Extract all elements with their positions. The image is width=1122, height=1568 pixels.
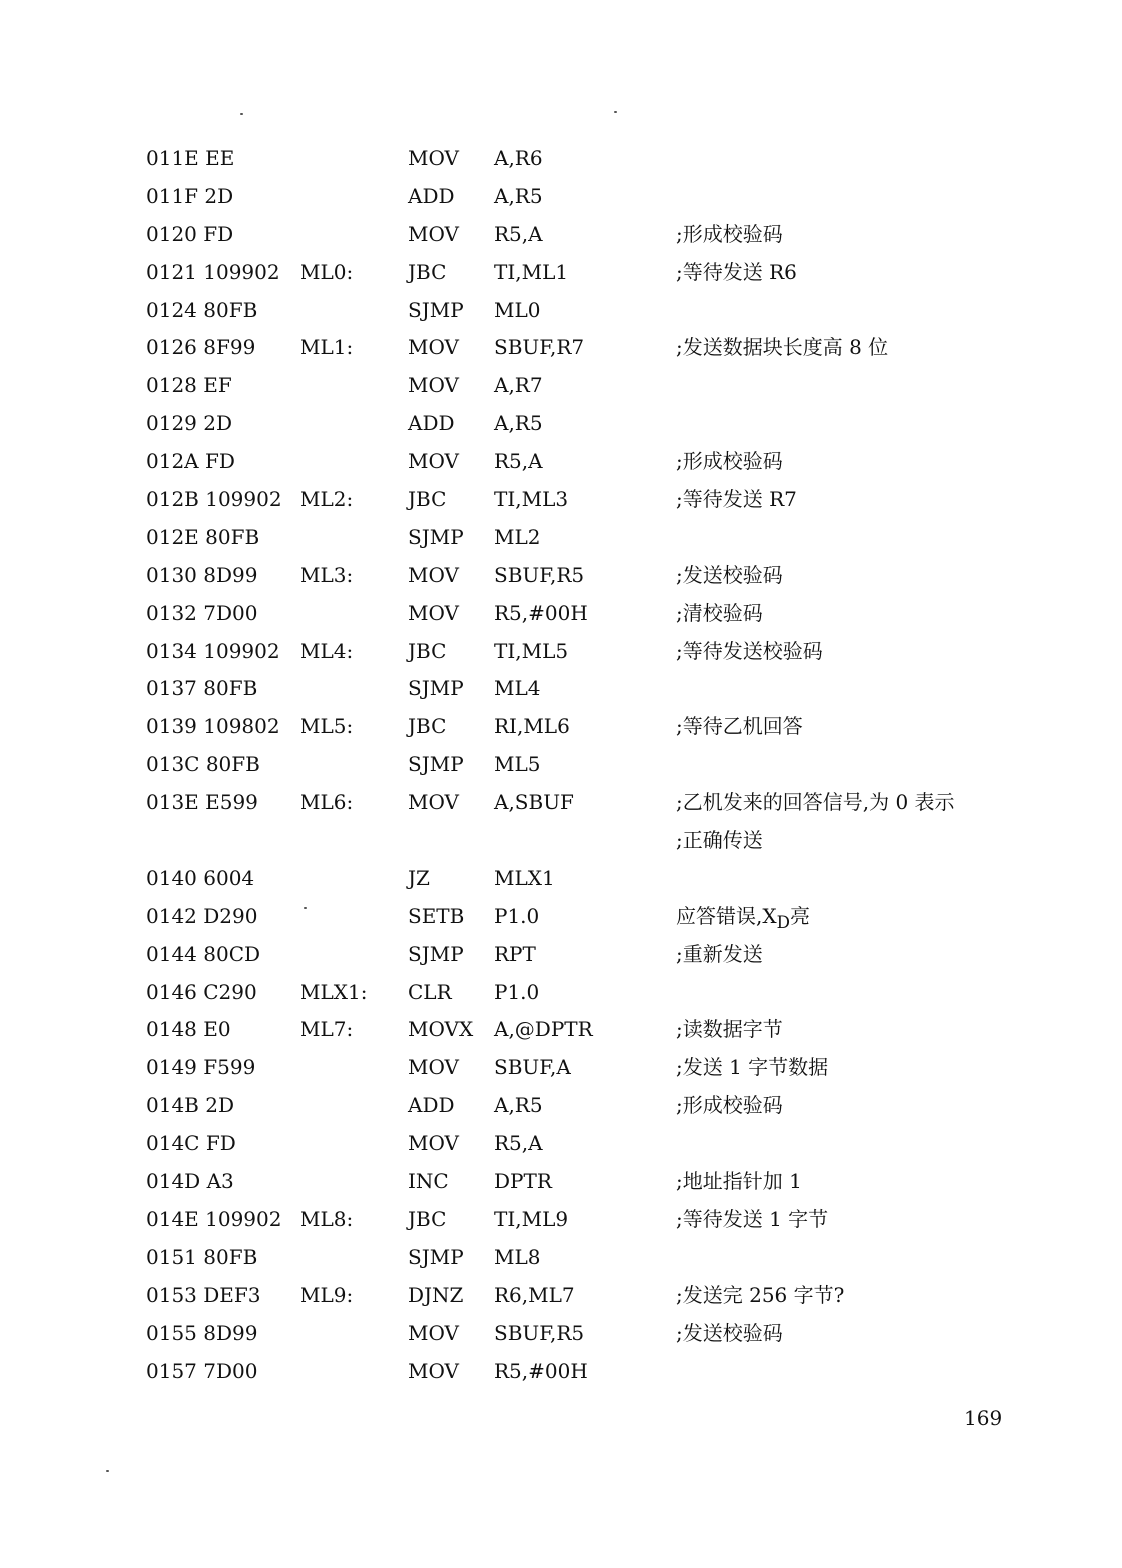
- address-opcode: 0148 E0: [146, 1017, 231, 1042]
- listing-row: [146, 367, 1026, 405]
- operands: R5,A: [494, 221, 543, 246]
- label: ML6:: [300, 790, 354, 815]
- comment: 应答错误$,X_D$亮: [676, 903, 810, 932]
- listing-row: [146, 519, 1026, 557]
- address-opcode: 0130 8D99: [146, 562, 258, 587]
- mnemonic: SJMP: [408, 1244, 464, 1269]
- mnemonic: MOV: [408, 1055, 459, 1080]
- comment: ;读数据字节: [676, 1017, 783, 1042]
- scan-speck: [106, 1470, 109, 1472]
- operands: A,@DPTR: [494, 1017, 593, 1042]
- operands: P1.0: [494, 979, 540, 1004]
- mnemonic: MOV: [408, 1320, 459, 1345]
- label: ML0:: [300, 259, 354, 284]
- listing-row: [146, 254, 1026, 292]
- address-opcode: 0155 8D99: [146, 1320, 258, 1345]
- listing-row: [146, 1239, 1026, 1277]
- listing-row: [146, 1125, 1026, 1163]
- mnemonic: JBC: [408, 487, 447, 512]
- comment: ;发送完 256 字节?: [676, 1282, 845, 1307]
- listing-row: [146, 481, 1026, 519]
- listing-row: [146, 1011, 1026, 1049]
- address-opcode: 0121 109902: [146, 259, 280, 284]
- listing-row: [146, 784, 1026, 822]
- address-opcode: 0129 2D: [146, 411, 233, 436]
- listing-row: [146, 860, 1026, 898]
- listing-row: [146, 443, 1026, 481]
- operands: A,R7: [494, 373, 543, 398]
- address-opcode: 0124 80FB: [146, 297, 258, 322]
- listing-row: [146, 1277, 1026, 1315]
- label: ML5:: [300, 714, 354, 739]
- mnemonic: JBC: [408, 714, 447, 739]
- address-opcode: 0134 109902: [146, 638, 280, 663]
- assembly-listing: [146, 140, 1026, 1390]
- mnemonic: MOV: [408, 790, 459, 815]
- listing-row: [146, 708, 1026, 746]
- comment: ;等待发送校验码: [676, 638, 823, 663]
- label: ML9:: [300, 1282, 354, 1307]
- address-opcode: 013C 80FB: [146, 752, 260, 777]
- operands: DPTR: [494, 1169, 552, 1194]
- operands: A,R6: [494, 146, 543, 170]
- operands: R6,ML7: [494, 1282, 575, 1307]
- operands: TI,ML9: [494, 1206, 569, 1231]
- mnemonic: ADD: [408, 411, 455, 436]
- listing-row: [146, 1315, 1026, 1353]
- mnemonic: SJMP: [408, 524, 464, 549]
- comment: ;等待发送 R7: [676, 487, 797, 512]
- address-opcode: 0128 EF: [146, 373, 232, 398]
- label: ML8:: [300, 1206, 354, 1231]
- scan-speck: [304, 907, 307, 909]
- operands: ML0: [494, 297, 541, 322]
- comment: ;等待发送 1 字节: [676, 1206, 829, 1231]
- operands: SBUF,A: [494, 1055, 571, 1080]
- operands: ML8: [494, 1244, 541, 1269]
- mnemonic: MOV: [408, 449, 459, 474]
- listing-row: [146, 595, 1026, 633]
- mnemonic: MOV: [408, 221, 459, 246]
- listing-row: [146, 746, 1026, 784]
- listing-row: [146, 936, 1026, 974]
- mnemonic: SJMP: [408, 752, 464, 777]
- operands: R5,#00H: [494, 600, 588, 625]
- operands: TI,ML1: [494, 259, 569, 284]
- comment: ;乙机发来的回答信号,为 0 表示: [676, 790, 955, 815]
- mnemonic: JBC: [408, 259, 447, 284]
- comment: ;发送数据块长度高 8 位: [676, 335, 889, 360]
- label: ML3:: [300, 562, 354, 587]
- label: ML2:: [300, 487, 354, 512]
- operands: TI,ML3: [494, 487, 569, 512]
- listing-row: [146, 974, 1026, 1012]
- operands: SBUF,R5: [494, 1320, 585, 1345]
- mnemonic: JZ: [408, 865, 430, 890]
- operands: ML5: [494, 752, 541, 777]
- mnemonic: SJMP: [408, 297, 464, 322]
- mnemonic: CLR: [408, 979, 452, 1004]
- address-opcode: 0126 8F99: [146, 335, 256, 360]
- mnemonic: MOV: [408, 1131, 459, 1156]
- operands: R5,A: [494, 449, 543, 474]
- comment: ;形成校验码: [676, 221, 783, 246]
- mnemonic: DJNZ: [408, 1282, 464, 1307]
- comment: ;发送 1 字节数据: [676, 1055, 829, 1080]
- mnemonic: INC: [408, 1169, 449, 1194]
- listing-row: [146, 898, 1026, 936]
- address-opcode: 0139 109802: [146, 714, 280, 739]
- address-opcode: 012A FD: [146, 449, 235, 474]
- comment: ;等待发送 R6: [676, 259, 797, 284]
- comment: ;等待乙机回答: [676, 714, 803, 739]
- mnemonic: SETB: [408, 903, 465, 928]
- operands: P1.0: [494, 903, 540, 928]
- address-opcode: 011F 2D: [146, 183, 234, 208]
- listing-row: [146, 216, 1026, 254]
- comment: ;地址指针加 1: [676, 1169, 802, 1194]
- listing-row: [146, 1049, 1026, 1087]
- operands: A,R5: [494, 183, 543, 208]
- address-opcode: 014B 2D: [146, 1093, 234, 1118]
- listing-row: [146, 1163, 1026, 1201]
- address-opcode: 0151 80FB: [146, 1244, 258, 1269]
- operands: A,R5: [494, 411, 543, 436]
- mnemonic: MOVX: [408, 1017, 474, 1042]
- operands: A,R5: [494, 1093, 543, 1118]
- operands: R5,#00H: [494, 1358, 588, 1383]
- mnemonic: JBC: [408, 638, 447, 663]
- address-opcode: 0153 DEF3: [146, 1282, 261, 1307]
- operands: R5,A: [494, 1131, 543, 1156]
- address-opcode: 0149 F599: [146, 1055, 256, 1080]
- operands: SBUF,R5: [494, 562, 585, 587]
- label: MLX1:: [300, 979, 368, 1004]
- page-number: 169: [964, 1406, 1003, 1430]
- comment: ;清校验码: [676, 600, 763, 625]
- mnemonic: MOV: [408, 373, 459, 398]
- comment: ;正确传送: [676, 828, 763, 853]
- address-opcode: 0120 FD: [146, 221, 234, 246]
- address-opcode: 014E 109902: [146, 1206, 282, 1231]
- mnemonic: ADD: [408, 1093, 455, 1118]
- listing-row: [146, 1087, 1026, 1125]
- mnemonic: SJMP: [408, 676, 464, 701]
- mnemonic: ADD: [408, 183, 455, 208]
- address-opcode: 0144 80CD: [146, 941, 261, 966]
- address-opcode: 013E E599: [146, 790, 258, 815]
- operands: RPT: [494, 941, 536, 966]
- address-opcode: 0140 6004: [146, 865, 255, 890]
- address-opcode: 012E 80FB: [146, 524, 260, 549]
- address-opcode: 0146 C290: [146, 979, 257, 1004]
- address-opcode: 014D A3: [146, 1169, 234, 1194]
- address-opcode: 0157 7D00: [146, 1358, 258, 1383]
- listing-row: [146, 140, 1026, 178]
- address-opcode: 011E EE: [146, 146, 235, 170]
- address-opcode: 0142 D290: [146, 903, 258, 928]
- operands: RI,ML6: [494, 714, 570, 739]
- listing-row: [146, 670, 1026, 708]
- listing-row: [146, 1353, 1026, 1391]
- operands: ML2: [494, 524, 541, 549]
- operands: TI,ML5: [494, 638, 569, 663]
- operands: MLX1: [494, 865, 555, 890]
- listing-row: [146, 633, 1026, 671]
- comment: ;发送校验码: [676, 1320, 783, 1345]
- operands: SBUF,R7: [494, 335, 585, 360]
- comment: ;形成校验码: [676, 449, 783, 474]
- listing-row: [146, 1201, 1026, 1239]
- address-opcode: 0137 80FB: [146, 676, 258, 701]
- label: ML4:: [300, 638, 354, 663]
- scan-speck: [240, 113, 243, 115]
- mnemonic: MOV: [408, 146, 459, 170]
- label: ML7:: [300, 1017, 354, 1042]
- label: ML1:: [300, 335, 354, 360]
- operands: ML4: [494, 676, 541, 701]
- listing-row: [146, 292, 1026, 330]
- mnemonic: JBC: [408, 1206, 447, 1231]
- listing-row: [146, 405, 1026, 443]
- mnemonic: MOV: [408, 1358, 459, 1383]
- address-opcode: 012B 109902: [146, 487, 282, 512]
- listing-row: [146, 822, 1026, 860]
- operands: A,SBUF: [494, 790, 574, 815]
- address-opcode: 0132 7D00: [146, 600, 258, 625]
- address-opcode: 014C FD: [146, 1131, 236, 1156]
- mnemonic: SJMP: [408, 941, 464, 966]
- listing-row: [146, 557, 1026, 595]
- scan-speck: [614, 111, 617, 113]
- listing-row: [146, 178, 1026, 216]
- comment: ;发送校验码: [676, 562, 783, 587]
- listing-row: [146, 329, 1026, 367]
- mnemonic: MOV: [408, 335, 459, 360]
- mnemonic: MOV: [408, 562, 459, 587]
- mnemonic: MOV: [408, 600, 459, 625]
- comment: ;重新发送: [676, 941, 763, 966]
- comment: ;形成校验码: [676, 1093, 783, 1118]
